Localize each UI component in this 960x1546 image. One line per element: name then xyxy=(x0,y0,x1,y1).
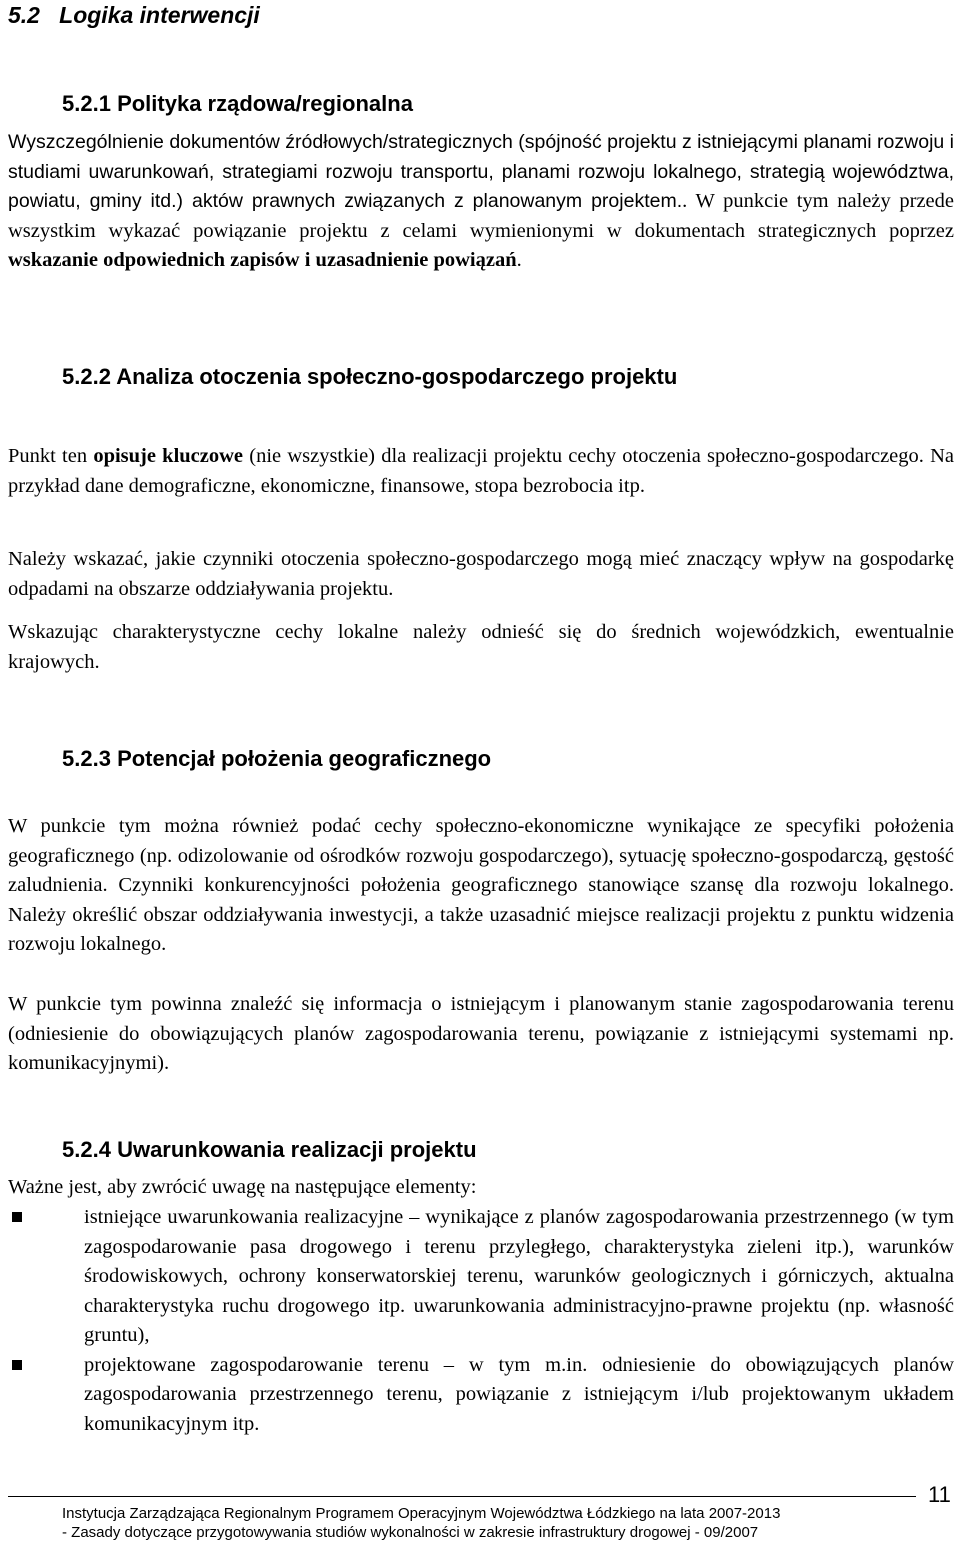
subsection-title: Uwarunkowania realizacji projektu xyxy=(117,1137,477,1162)
paragraph-socio-economic-3: Wskazując charakterystyczne cechy lokalne należy odnieść się do średnich wojewódzkich, ewentualnie krajowych. xyxy=(8,621,954,673)
subsection-heading-5-2-1 xyxy=(62,91,413,117)
section-number: 5.2 xyxy=(8,2,40,28)
subsection-heading-5-2-3 xyxy=(62,746,491,772)
paragraph-geography-2: W punkcie tym powinna znaleźć się informacja o istniejącym i planowanym stanie zagospodarowania terenu (odniesienie do obowiązujących planów zagospodarowania terenu, powiązanie z istniejącymi systemami np. komunikacyjnymi). xyxy=(8,993,954,1074)
list-item xyxy=(8,1203,954,1351)
section-title: Logika interwencji xyxy=(59,2,260,28)
square-bullet-icon xyxy=(12,1212,22,1222)
subsection-number: 5.2.4 xyxy=(62,1137,111,1162)
subsection-number: 5.2.2 xyxy=(62,364,111,389)
list-item xyxy=(8,1351,954,1440)
paragraph-socio-economic-2: Należy wskazać, jakie czynniki otoczenia społeczno-gospodarczego mogą mieć znaczący wpływ na gospodarkę odpadami na obszarze oddziaływania projektu. xyxy=(8,548,954,600)
footer-divider xyxy=(8,1496,916,1497)
text-bold: opisuje kluczowe xyxy=(93,445,244,467)
paragraph-policy-rest: . W punkcie tym należy przede wszystkim wykazać powiązanie projektu z celami wymienionymi w dokumentach strategicznych poprzez xyxy=(8,190,954,242)
paragraph-policy-bold: wskazanie odpowiednich zapisów i uzasadnienie powiązań xyxy=(8,249,517,271)
paragraph-policy-sans: Wyszczególnienie dokumentów źródłowych/strategicznych (spójność projektu z istniejącymi planami rozwoju i studiami uwarunkowań, strategiami rozwoju transportu, planami rozwoju lokalnego, strategią województwa, powiatu, gminy itd.) aktów prawnych związanych z planowanym projektem. xyxy=(8,131,954,212)
subsection-number: 5.2.3 xyxy=(62,746,111,771)
subsection-heading-5-2-2 xyxy=(62,364,677,390)
paragraph-policy-end: . xyxy=(516,249,522,271)
text: Punkt ten xyxy=(8,445,94,467)
square-bullet-icon xyxy=(12,1360,22,1370)
footer-line-2: - Zasady dotyczące przygotowywania studiów wykonalności w zakresie infrastruktury drogowej - 09/2007 xyxy=(62,1524,759,1541)
paragraph-geography-1: W punkcie tym można również podać cechy społeczno-ekonomiczne wynikające ze specyfiki położenia geograficznego (np. odizolowanie od ośrodków rozwoju gospodarczego), sytuację społeczno-gospodarczą, gęstość zaludnienia. Czynniki konkurencyjności położenia geograficznego stanowiące szansę dla rozwoju lokalnego. Należy określić obszar oddziaływania inwestycji, a także uzasadnić miejsce realizacji projektu z punktu widzenia rozwoju lokalnego. xyxy=(8,815,954,955)
section-heading xyxy=(8,2,260,29)
paragraph-conditions-intro: Ważne jest, aby zwrócić uwagę na następujące elementy: xyxy=(8,1176,477,1198)
list-item-text: projektowane zagospodarowanie terenu – w tym m.in. odniesienie do obowiązujących planów zagospodarowania przestrzennego terenu, powiązanie z istniejącym i/lub projektowanym układem komunikacyjnym itp. xyxy=(84,1353,954,1435)
subsection-number: 5.2.1 xyxy=(62,91,111,116)
text: (nie wszystkie) dla realizacji projektu cechy otoczenia społeczno-gospodarczego. Na przykład dane demograficzne, ekonomiczne, finansowe, stopa bezrobocia itp. xyxy=(8,445,955,497)
page-number: 11 xyxy=(928,1482,951,1507)
subsection-title: Analiza otoczenia społeczno-gospodarczego projektu xyxy=(116,364,678,389)
subsection-title: Polityka rządowa/regionalna xyxy=(117,91,413,116)
conditions-list xyxy=(8,1203,954,1439)
list-item-text: istniejące uwarunkowania realizacyjne – wynikające z planów zagospodarowania przestrzennego (w tym zagospodarowanie pasa drogowego i terenu przyległego, charakterystyka zieleni itp.), warunków środowiskowych, ochrony konserwatorskiej terenu, warunków geologicznych i górniczych, aktualna charakterystyka ruchu drogowego itp. uwarunkowania administracyjno-prawne projektu (np. własność gruntu), xyxy=(84,1206,954,1346)
paragraph-policy xyxy=(8,128,954,276)
paragraph-socio-economic-1 xyxy=(8,442,954,501)
subsection-title: Potencjał położenia geograficznego xyxy=(117,746,492,771)
subsection-heading-5-2-4 xyxy=(62,1137,477,1163)
footer-line-1: Instytucja Zarządzająca Regionalnym Programem Operacyjnym Województwa Łódzkiego na lata 2007-2013 xyxy=(62,1505,781,1522)
